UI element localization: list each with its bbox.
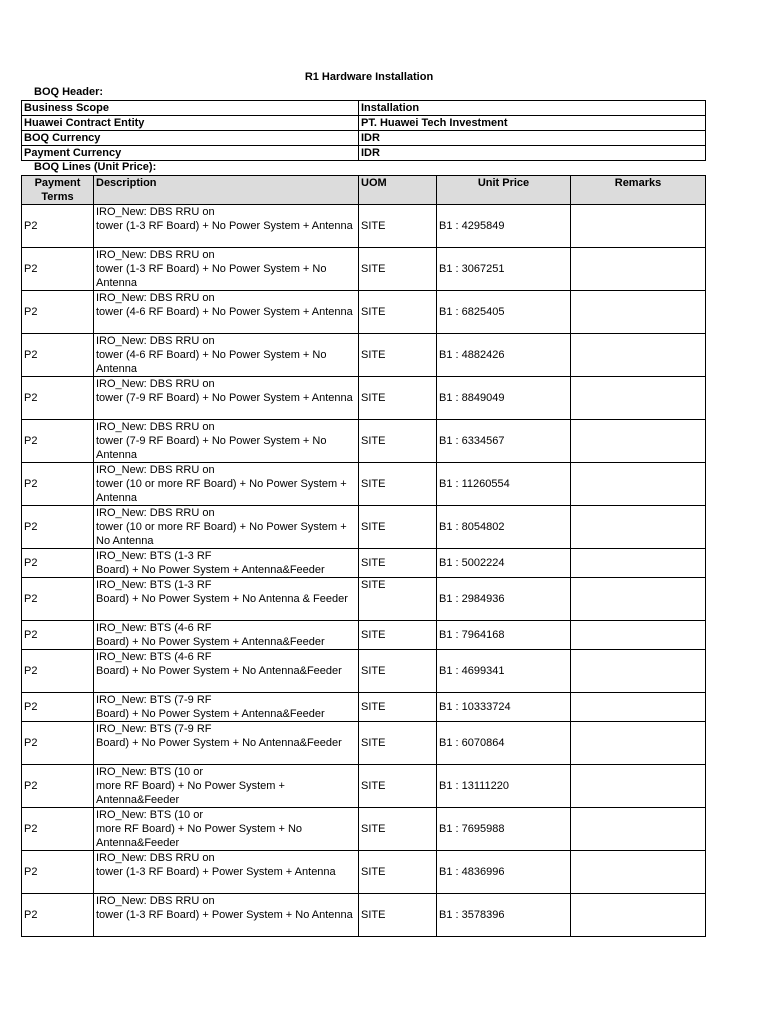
header-key: Payment Currency: [22, 146, 359, 161]
payment-terms-cell: P2: [22, 334, 94, 377]
remarks-cell: [571, 506, 706, 549]
header-key: Business Scope: [22, 101, 359, 116]
uom-cell: SITE: [359, 765, 437, 808]
boq-lines-label: BOQ Lines (Unit Price):: [34, 161, 157, 173]
unit-price-cell: B1 : 6825405: [437, 291, 571, 334]
uom-cell: SITE: [359, 578, 437, 621]
uom-cell: SITE: [359, 334, 437, 377]
description-cell: IRO_New: BTS (4-6 RF Board) + No Power System + No Antenna&Feeder: [94, 650, 359, 693]
description-cell: IRO_New: BTS (10 or more RF Board) + No Power System + No Antenna&Feeder: [94, 808, 359, 851]
table-row: [22, 808, 706, 851]
description-cell: IRO_New: BTS (1-3 RF Board) + No Power System + No Antenna & Feeder: [94, 578, 359, 621]
unit-price-cell: B1 : 8849049: [437, 377, 571, 420]
payment-terms-cell: P2: [22, 377, 94, 420]
uom-cell: SITE: [359, 722, 437, 765]
table-row: [22, 549, 706, 578]
table-header-row: [22, 176, 706, 205]
unit-price-cell: B1 : 11260554: [437, 463, 571, 506]
table-row: [22, 377, 706, 420]
payment-terms-cell: P2: [22, 291, 94, 334]
unit-price-cell: B1 : 6334567: [437, 420, 571, 463]
uom-cell: SITE: [359, 549, 437, 578]
col-description: Description: [94, 176, 359, 205]
remarks-cell: [571, 808, 706, 851]
header-key: BOQ Currency: [22, 131, 359, 146]
remarks-cell: [571, 894, 706, 937]
description-cell: IRO_New: DBS RRU on tower (7-9 RF Board) + No Power System + Antenna: [94, 377, 359, 420]
payment-terms-cell: P2: [22, 248, 94, 291]
unit-price-cell: B1 : 13111220: [437, 765, 571, 808]
payment-terms-cell: P2: [22, 722, 94, 765]
payment-terms-cell: P2: [22, 851, 94, 894]
remarks-cell: [571, 621, 706, 650]
description-cell: IRO_New: BTS (1-3 RF Board) + No Power System + Antenna&Feeder: [94, 549, 359, 578]
payment-terms-cell: P2: [22, 894, 94, 937]
table-row: [22, 248, 706, 291]
remarks-cell: [571, 291, 706, 334]
uom-cell: SITE: [359, 291, 437, 334]
col-payment-terms: Payment Terms: [22, 176, 94, 205]
description-cell: IRO_New: DBS RRU on tower (1-3 RF Board) + Power System + No Antenna: [94, 894, 359, 937]
remarks-cell: [571, 722, 706, 765]
header-value: PT. Huawei Tech Investment: [359, 116, 706, 131]
remarks-cell: [571, 549, 706, 578]
description-cell: IRO_New: DBS RRU on tower (7-9 RF Board) + No Power System + No Antenna: [94, 420, 359, 463]
description-cell: IRO_New: BTS (4-6 RF Board) + No Power System + Antenna&Feeder: [94, 621, 359, 650]
uom-cell: SITE: [359, 808, 437, 851]
payment-terms-cell: P2: [22, 578, 94, 621]
table-row: [22, 722, 706, 765]
uom-cell: SITE: [359, 851, 437, 894]
remarks-cell: [571, 765, 706, 808]
remarks-cell: [571, 851, 706, 894]
table-row: [22, 765, 706, 808]
uom-cell: SITE: [359, 420, 437, 463]
header-row: [22, 116, 706, 131]
header-value: IDR: [359, 131, 706, 146]
payment-terms-cell: P2: [22, 650, 94, 693]
col-uom: UOM: [359, 176, 437, 205]
payment-terms-cell: P2: [22, 621, 94, 650]
unit-price-cell: B1 : 4699341: [437, 650, 571, 693]
uom-cell: SITE: [359, 463, 437, 506]
description-cell: IRO_New: DBS RRU on tower (1-3 RF Board) + No Power System + No Antenna: [94, 248, 359, 291]
uom-cell: SITE: [359, 248, 437, 291]
col-unit-price: Unit Price: [437, 176, 571, 205]
header-value: IDR: [359, 146, 706, 161]
table-row: [22, 894, 706, 937]
header-row: [22, 131, 706, 146]
table-row: [22, 420, 706, 463]
unit-price-cell: B1 : 7964168: [437, 621, 571, 650]
header-row: [22, 146, 706, 161]
payment-terms-cell: P2: [22, 205, 94, 248]
uom-cell: SITE: [359, 205, 437, 248]
remarks-cell: [571, 205, 706, 248]
payment-terms-cell: P2: [22, 420, 94, 463]
payment-terms-cell: P2: [22, 549, 94, 578]
uom-cell: SITE: [359, 506, 437, 549]
payment-terms-cell: P2: [22, 463, 94, 506]
unit-price-cell: B1 : 4882426: [437, 334, 571, 377]
description-cell: IRO_New: DBS RRU on tower (4-6 RF Board) + No Power System + No Antenna: [94, 334, 359, 377]
unit-price-cell: B1 : 4295849: [437, 205, 571, 248]
uom-cell: SITE: [359, 693, 437, 722]
table-row: [22, 621, 706, 650]
col-remarks: Remarks: [571, 176, 706, 205]
table-row: [22, 650, 706, 693]
table-row: [22, 463, 706, 506]
remarks-cell: [571, 578, 706, 621]
unit-price-cell: B1 : 10333724: [437, 693, 571, 722]
description-cell: IRO_New: DBS RRU on tower (1-3 RF Board) + No Power System + Antenna: [94, 205, 359, 248]
table-row: [22, 334, 706, 377]
table-row: [22, 506, 706, 549]
remarks-cell: [571, 463, 706, 506]
description-cell: IRO_New: DBS RRU on tower (10 or more RF Board) + No Power System + Antenna: [94, 463, 359, 506]
boq-lines-table: [21, 175, 706, 937]
table-row: [22, 578, 706, 621]
unit-price-cell: B1 : 7695988: [437, 808, 571, 851]
header-row: [22, 101, 706, 116]
description-cell: IRO_New: BTS (7-9 RF Board) + No Power System + Antenna&Feeder: [94, 693, 359, 722]
uom-cell: SITE: [359, 650, 437, 693]
header-value: Installation: [359, 101, 706, 116]
header-key: Huawei Contract Entity: [22, 116, 359, 131]
unit-price-cell: B1 : 8054802: [437, 506, 571, 549]
unit-price-cell: B1 : 6070864: [437, 722, 571, 765]
payment-terms-cell: P2: [22, 808, 94, 851]
description-cell: IRO_New: BTS (7-9 RF Board) + No Power System + No Antenna&Feeder: [94, 722, 359, 765]
remarks-cell: [571, 650, 706, 693]
boq-header-label: BOQ Header:: [34, 86, 104, 98]
description-cell: IRO_New: DBS RRU on tower (10 or more RF Board) + No Power System + No Antenna: [94, 506, 359, 549]
description-cell: IRO_New: DBS RRU on tower (1-3 RF Board) + Power System + Antenna: [94, 851, 359, 894]
remarks-cell: [571, 693, 706, 722]
boq-header-table: [21, 100, 706, 161]
payment-terms-cell: P2: [22, 765, 94, 808]
remarks-cell: [571, 248, 706, 291]
document-title: R1 Hardware Installation: [304, 71, 434, 83]
table-row: [22, 205, 706, 248]
unit-price-cell: B1 : 3067251: [437, 248, 571, 291]
payment-terms-cell: P2: [22, 506, 94, 549]
uom-cell: SITE: [359, 894, 437, 937]
remarks-cell: [571, 377, 706, 420]
description-cell: IRO_New: BTS (10 or more RF Board) + No Power System + Antenna&Feeder: [94, 765, 359, 808]
uom-cell: SITE: [359, 377, 437, 420]
description-cell: IRO_New: DBS RRU on tower (4-6 RF Board) + No Power System + Antenna: [94, 291, 359, 334]
unit-price-cell: B1 : 3578396: [437, 894, 571, 937]
remarks-cell: [571, 334, 706, 377]
unit-price-cell: B1 : 5002224: [437, 549, 571, 578]
table-row: [22, 851, 706, 894]
uom-cell: SITE: [359, 621, 437, 650]
payment-terms-cell: P2: [22, 693, 94, 722]
unit-price-cell: B1 : 2984936: [437, 578, 571, 621]
table-row: [22, 693, 706, 722]
table-row: [22, 291, 706, 334]
unit-price-cell: B1 : 4836996: [437, 851, 571, 894]
remarks-cell: [571, 420, 706, 463]
